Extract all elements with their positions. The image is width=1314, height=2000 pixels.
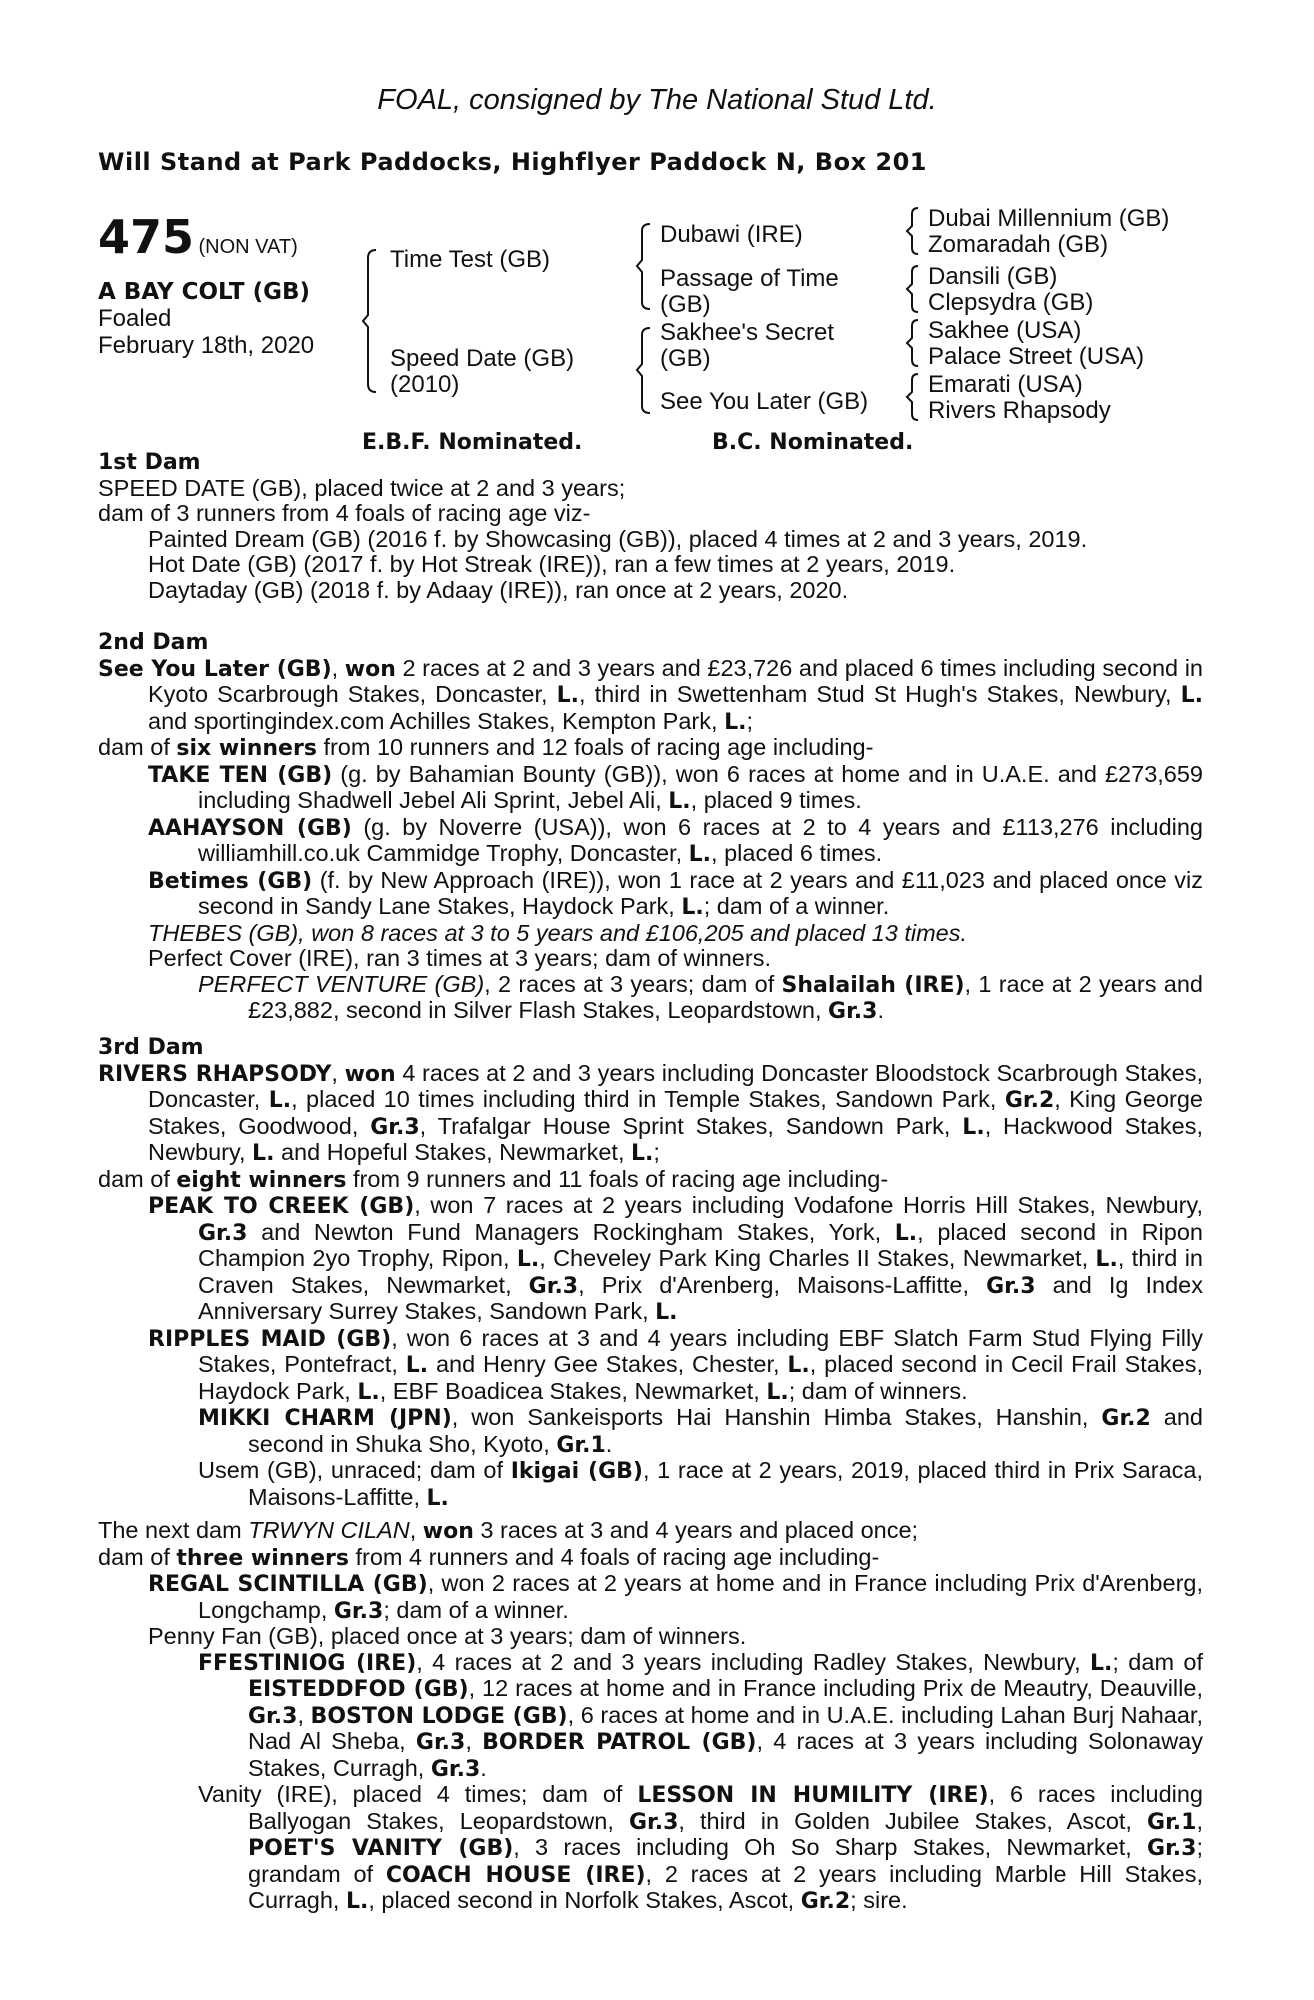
lot-number-block bbox=[98, 210, 298, 264]
second-dam-heading: 2nd Dam bbox=[98, 630, 209, 655]
pedigree-bracket-2b bbox=[636, 326, 656, 416]
third-dam-produce-line: dam of eight winners from 9 runners and 11 foals of racing age including- bbox=[98, 1165, 889, 1193]
produce-item: FFESTINIOG (IRE), 4 races at 2 and 3 years including Radley Stakes, Newbury, L.; dam of EISTEDDFOD (GB), 12 races at home and in France including Prix de Meautry, Deauville, Gr.3, BOSTON LODGE (GB), 6 races at home and in U.A.E. including Lahan Burj Nahaar, Nad Al Sheba, Gr.3, BORDER PATROL (GB), 4 races at 3 years including Solonaway Stakes, Curragh, Gr.3. bbox=[198, 1648, 1204, 1782]
grand-dam-1: Zomaradah (GB) bbox=[928, 231, 1109, 258]
produce-item: TAKE TEN (GB) (g. by Bahamian Bounty (GB)), won 6 races at home and in U.A.E. and £273,659 including Shadwell Jebel Ali Sprint, Jebel Ali, L., placed 9 times. bbox=[148, 760, 1204, 814]
produce-item: Painted Dream (GB) (2016 f. by Showcasing (GB)), placed 4 times at 2 and 3 years, 2019. bbox=[148, 525, 1088, 552]
dam-sire-2: (GB) bbox=[660, 345, 711, 372]
next-dam-record: The next dam TRWYN CILAN, won 3 races at 3 and 4 years and placed once; bbox=[98, 1517, 919, 1544]
dam-sire-1: Sakhee's Secret bbox=[660, 319, 835, 346]
produce-item: REGAL SCINTILLA (GB), won 2 races at 2 years at home and in France including Prix d'Arenberg, Longchamp, Gr.3; dam of a winner. bbox=[148, 1570, 1203, 1624]
second-dam-section bbox=[98, 630, 1203, 1025]
third-dam-heading: 3rd Dam bbox=[98, 1035, 204, 1060]
next-dam-produce-line: dam of three winners from 4 runners and 4 foals of racing age including- bbox=[98, 1543, 880, 1571]
next-dam-section bbox=[98, 1518, 1203, 1915]
sire-dam-1: Passage of Time bbox=[660, 265, 839, 292]
produce-item: Perfect Cover (IRE), ran 3 times at 3 years; dam of winners. bbox=[148, 945, 771, 971]
produce-item: Vanity (IRE), placed 4 times; dam of LESSON IN HUMILITY (IRE), 6 races including Ballyogan Stakes, Leopardstown, Gr.3, third in Golden Jubilee Stakes, Ascot, Gr.1, POET'S VANITY (GB), 3 races including Oh So Sharp Stakes, Newmarket, Gr.3; grandam of COACH HOUSE (IRE), 2 races at 2 years including Marble Hill Stakes, Curragh, L., placed second in Norfolk Stakes, Ascot, Gr.2; sire. bbox=[198, 1781, 1204, 1914]
pedigree-bracket-3c bbox=[906, 318, 922, 370]
produce-item: THEBES (GB), won 8 races at 3 to 5 years and £106,205 and placed 13 times. bbox=[148, 919, 968, 946]
produce-item: PERFECT VENTURE (GB), 2 races at 3 years; dam of Shalailah (IRE), 1 race at 2 years and £23,882, second in Silver Flash Stakes, Leopardstown, Gr.3. bbox=[198, 970, 1203, 1024]
grand-dam-2: Clepsydra (GB) bbox=[928, 289, 1094, 316]
dam-name: Speed Date (GB) bbox=[390, 345, 575, 372]
second-dam-record: See You Later (GB), won 2 races at 2 and 3 years and £23,726 and placed 6 times including second in Kyoto Scarbrough Stakes, Doncaster, L., third in Swettenham Stud St Hugh's Stakes, Newbury, L. and sportingindex.com Achilles Stakes, Kempton Park, L.; bbox=[98, 654, 1203, 735]
dam-dam: See You Later (GB) bbox=[660, 388, 869, 415]
grand-sire-3: Sakhee (USA) bbox=[928, 317, 1082, 344]
grand-sire-1: Dubai Millennium (GB) bbox=[928, 205, 1170, 232]
foaled-label: Foaled bbox=[98, 305, 172, 332]
first-dam-heading: 1st Dam bbox=[98, 450, 201, 475]
produce-item: PEAK TO CREEK (GB), won 7 races at 2 years including Vodafone Horris Hill Stakes, Newbury, Gr.3 and Newton Fund Managers Rockingham Stakes, York, L., placed second in Ripon Champion 2yo Trophy, Ripon, L., Cheveley Park King Charles II Stakes, Newmarket, L., third in Craven Stakes, Newmarket, Gr.3, Prix d'Arenberg, Maisons-Laffitte, Gr.3 and Ig Index Anniversary Surrey Stakes, Sandown Park, L. bbox=[148, 1192, 1204, 1325]
grand-sire-2: Dansili (GB) bbox=[928, 263, 1058, 290]
first-dam-section bbox=[98, 450, 1208, 603]
pedigree-bracket-2a bbox=[636, 222, 656, 312]
sire-dam-2: (GB) bbox=[660, 291, 711, 318]
produce-item: Hot Date (GB) (2017 f. by Hot Streak (IRE)), ran a few times at 2 years, 2019. bbox=[148, 551, 956, 577]
pedigree-bracket-3a bbox=[906, 206, 922, 258]
grand-dam-3: Palace Street (USA) bbox=[928, 343, 1145, 370]
produce-item: RIPPLES MAID (GB), won 6 races at 3 and 4 years including EBF Slatch Farm Stud Flying Filly Stakes, Pontefract, L. and Henry Gee Stakes, Chester, L., placed second in Cecil Frail Stakes, Haydock Park, L., EBF Boadicea Stakes, Newmarket, L.; dam of winners. bbox=[148, 1324, 1203, 1405]
pedigree-bracket-3b bbox=[906, 264, 922, 316]
produce-item: MIKKI CHARM (JPN), won Sankeisports Hai Hanshin Himba Stakes, Hanshin, Gr.2 and second in Shuka Sho, Kyoto, Gr.1. bbox=[198, 1404, 1203, 1458]
location-line: Will Stand at Park Paddocks, Highflyer Paddock N, Box 201 bbox=[98, 148, 927, 176]
pedigree-bracket-1 bbox=[362, 248, 382, 398]
produce-item: Daytaday (GB) (2018 f. by Adaay (IRE)), ran once at 2 years, 2020. bbox=[148, 576, 849, 603]
vat-status: (NON VAT) bbox=[198, 236, 298, 258]
ebf-nominated: E.B.F. Nominated. bbox=[362, 430, 583, 455]
second-dam-produce-line: dam of six winners from 10 runners and 12 foals of racing age including- bbox=[98, 734, 874, 761]
produce-item: AAHAYSON (GB) (g. by Noverre (USA)), won 6 races at 2 to 4 years and £113,276 including williamhill.co.uk Cammidge Trophy, Doncaster, L., placed 6 times. bbox=[148, 813, 1204, 867]
third-dam-section bbox=[98, 1035, 1203, 1511]
lot-title: A BAY COLT (GB) bbox=[98, 279, 311, 305]
dam-year: (2010) bbox=[390, 371, 460, 398]
produce-item: Penny Fan (GB), placed once at 3 years; dam of winners. bbox=[148, 1623, 747, 1649]
horse-name: See You Later (GB) bbox=[98, 656, 332, 682]
grand-dam-4: Rivers Rhapsody bbox=[928, 397, 1111, 424]
pedigree-bracket-3d bbox=[906, 372, 922, 424]
first-dam-line: SPEED DATE (GB), placed twice at 2 and 3 years; bbox=[98, 474, 626, 501]
first-dam-produce-line: dam of 3 runners from 4 foals of racing age viz- bbox=[98, 500, 591, 526]
produce-item: Usem (GB), unraced; dam of Ikigai (GB), 1 race at 2 years, 2019, placed third in Prix Saraca, Maisons-Laffitte, L. bbox=[198, 1457, 1203, 1511]
consignor-line: FOAL, consigned by The National Stud Ltd. bbox=[377, 84, 937, 116]
third-dam-record: RIVERS RHAPSODY, won 4 races at 2 and 3 years including Doncaster Bloodstock Scarbrough Stakes, Doncaster, L., placed 10 times including third in Temple Stakes, Sandown Park, Gr.2, King George Stakes, Goodwood, Gr.3, Trafalgar House Sprint Stakes, Sandown Park, L., Hackwood Stakes, Newbury, L. and Hopeful Stakes, Newmarket, L.; bbox=[98, 1059, 1203, 1166]
foaled-date: February 18th, 2020 bbox=[98, 332, 315, 359]
sire-name: Time Test (GB) bbox=[390, 246, 551, 273]
produce-item: Betimes (GB) (f. by New Approach (IRE)), won 1 race at 2 years and £11,023 and placed once viz second in Sandy Lane Stakes, Haydock Park, L.; dam of a winner. bbox=[148, 866, 1203, 920]
lot-number: 475 bbox=[98, 210, 195, 264]
sire-sire: Dubawi (IRE) bbox=[660, 221, 803, 248]
grand-sire-4: Emarati (USA) bbox=[928, 371, 1083, 398]
bc-nominated: B.C. Nominated. bbox=[712, 430, 914, 455]
